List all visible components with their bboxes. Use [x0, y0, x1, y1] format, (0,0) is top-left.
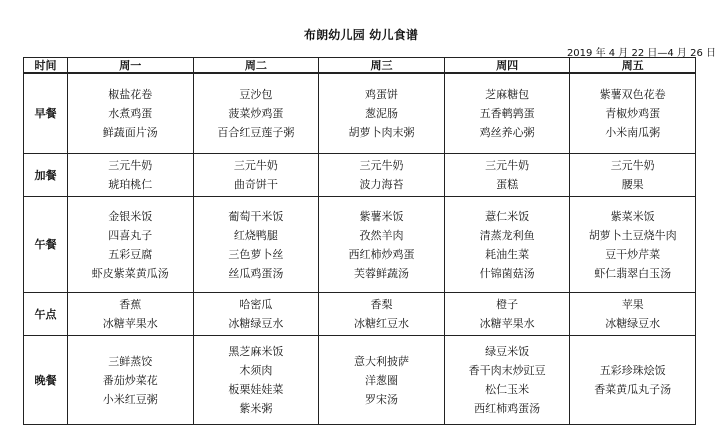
dish-item: 水煮鸡蛋: [108, 107, 153, 120]
dish-item: 红烧鸭腿: [233, 228, 278, 242]
dish-item: 百合红豆莲子粥: [217, 126, 295, 139]
dish-item: 木须肉: [239, 364, 273, 377]
dish-item: 冰糖苹果水: [102, 317, 158, 330]
dish-item: 冰糖绿豆水: [228, 317, 284, 330]
dish-item: 葡萄干米饭: [228, 209, 284, 223]
menu-cell-snack-wed: [319, 154, 445, 197]
dish-item: 西红柿炒鸡蛋: [348, 247, 415, 261]
dish-item: 五香鹌鹑蛋: [479, 107, 535, 120]
dish-item: 孜然羊肉: [359, 228, 404, 242]
dish-item: 鸡丝养心粥: [479, 126, 535, 139]
dish-item: 板栗娃娃菜: [228, 383, 284, 396]
dish-item: 小米红豆粥: [102, 392, 158, 406]
day-header-thursday: 周四: [444, 58, 570, 74]
dish-item: 丝瓜鸡蛋汤: [228, 266, 284, 280]
menu-cell-lunch-tue: [193, 197, 319, 293]
dish-item: 三元牛奶: [233, 159, 278, 172]
dish-item: 清蒸龙利鱼: [479, 228, 535, 242]
dish-item: 豆干炒芹菜: [605, 247, 661, 261]
dish-item: 虾仁翡翠白玉汤: [594, 266, 672, 280]
time-column-header: 时间: [24, 58, 68, 74]
menu-cell-breakfast-thu: [444, 73, 570, 154]
meal-label-breakfast: 早餐: [24, 73, 68, 154]
dish-item: 橙子: [496, 298, 519, 311]
menu-cell-breakfast-tue: [193, 73, 319, 154]
dish-item: 曲奇饼干: [233, 178, 278, 191]
dish-item: 胡萝卜肉末粥: [348, 126, 415, 139]
menu-cell-dinner-thu: [444, 336, 570, 425]
dish-item: 三色萝卜丝: [228, 247, 284, 261]
menu-cell-snack-mon: [68, 154, 194, 197]
dish-item: 五彩豆腐: [108, 247, 153, 261]
menu-cell-snack-tue: [193, 154, 319, 197]
dish-item: 葱泥肠: [364, 107, 398, 120]
dish-item: 三元牛奶: [359, 159, 404, 172]
meal-label-afternoon-snack: 午点: [24, 293, 68, 336]
dish-item: 紫薯双色花卷: [599, 88, 666, 101]
menu-cell-afternoon-thu: [444, 293, 570, 336]
dish-item: 什锦菌菇汤: [479, 266, 535, 280]
dish-item: 紫薯米饭: [359, 209, 404, 223]
page-title: 布朗幼儿园 幼儿食谱: [303, 28, 419, 42]
dish-item: 番茄炒菜花: [102, 373, 158, 387]
menu-cell-lunch-wed: [319, 197, 445, 293]
menu-cell-dinner-fri: [570, 336, 696, 425]
dish-item: 西红柿鸡蛋汤: [474, 402, 541, 415]
dish-item: 薏仁米饭: [485, 209, 530, 223]
dish-item: 冰糖苹果水: [479, 317, 535, 330]
dish-item: 芙蓉鲜蔬汤: [353, 266, 409, 280]
day-header-wednesday: 周三: [319, 58, 445, 74]
menu-cell-dinner-mon: [68, 336, 194, 425]
day-header-monday: 周一: [68, 58, 194, 74]
dish-item: 绿豆米饭: [485, 345, 530, 358]
dish-item: 洋葱圈: [364, 373, 398, 387]
dish-item: 哈密瓜: [239, 298, 273, 311]
dish-item: 琥珀桃仁: [108, 178, 153, 191]
day-header-friday: 周五: [570, 58, 696, 74]
menu-cell-afternoon-wed: [319, 293, 445, 336]
dish-item: 鸡蛋饼: [364, 88, 398, 101]
dish-item: 波力海苔: [359, 178, 404, 191]
dish-item: 紫菜米饭: [610, 209, 655, 223]
dish-item: 腰果: [621, 178, 644, 191]
menu-cell-lunch-fri: [570, 197, 696, 293]
dish-item: 香蕉: [119, 298, 142, 311]
dish-item: 三鲜蒸饺: [108, 354, 153, 368]
dish-item: 三元牛奶: [610, 159, 655, 172]
meal-label-dinner: 晚餐: [24, 336, 68, 425]
menu-cell-snack-fri: [570, 154, 696, 197]
dish-item: 芝麻糖包: [485, 88, 530, 101]
meal-label-snack: 加餐: [24, 154, 68, 197]
dish-item: 鲜蔬面片汤: [102, 126, 158, 139]
meal-row-snack: [24, 154, 696, 197]
header-row: [24, 58, 696, 74]
dish-item: 四喜丸子: [108, 228, 153, 242]
dish-item: 香干肉末炒豇豆: [468, 364, 546, 377]
menu-cell-afternoon-mon: [68, 293, 194, 336]
menu-cell-dinner-wed: [319, 336, 445, 425]
dish-item: 罗宋汤: [364, 392, 398, 406]
meal-row-breakfast: [24, 73, 696, 154]
menu-cell-breakfast-mon: [68, 73, 194, 154]
dish-item: 金银米饭: [108, 209, 153, 223]
menu-cell-afternoon-fri: [570, 293, 696, 336]
dish-item: 五彩珍珠烩饭: [599, 364, 666, 377]
day-header-tuesday: 周二: [193, 58, 319, 74]
menu-cell-dinner-tue: [193, 336, 319, 425]
meal-row-lunch: [24, 197, 696, 293]
dish-item: 豆沙包: [239, 88, 273, 101]
menu-cell-breakfast-wed: [319, 73, 445, 154]
dish-item: 菠菜炒鸡蛋: [228, 107, 284, 120]
dish-item: 香菜黄瓜丸子汤: [594, 383, 672, 396]
dish-item: 香梨: [370, 298, 393, 311]
dish-item: 耗油生菜: [485, 247, 530, 261]
dish-item: 蛋糕: [496, 178, 519, 191]
menu-table: [23, 57, 696, 425]
dish-item: 椒盐花卷: [108, 88, 153, 101]
dish-item: 松仁玉米: [485, 383, 530, 396]
dish-item: 青椒炒鸡蛋: [605, 107, 661, 120]
meal-row-dinner: [24, 336, 696, 425]
meal-row-afternoon-snack: [24, 293, 696, 336]
menu-cell-snack-thu: [444, 154, 570, 197]
dish-item: 意大利披萨: [353, 354, 409, 368]
dish-item: 苹果: [621, 298, 644, 311]
dish-item: 胡萝卜土豆烧牛肉: [588, 228, 677, 242]
dish-item: 黑芝麻米饭: [228, 345, 284, 358]
date-range: 2019 年 4 月 22 日—4 月 26 日: [566, 48, 716, 59]
dish-item: 冰糖绿豆水: [605, 317, 661, 330]
menu-cell-lunch-mon: [68, 197, 194, 293]
menu-cell-lunch-thu: [444, 197, 570, 293]
dish-item: 冰糖红豆水: [353, 317, 409, 330]
meal-label-lunch: 午餐: [24, 197, 68, 293]
dish-item: 小米南瓜粥: [605, 126, 661, 139]
menu-cell-afternoon-tue: [193, 293, 319, 336]
dish-item: 虾皮紫菜黄瓜汤: [91, 266, 169, 280]
dish-item: 三元牛奶: [485, 159, 530, 172]
dish-item: 三元牛奶: [108, 159, 153, 172]
menu-cell-breakfast-fri: [570, 73, 696, 154]
dish-item: 紫米粥: [239, 402, 273, 415]
